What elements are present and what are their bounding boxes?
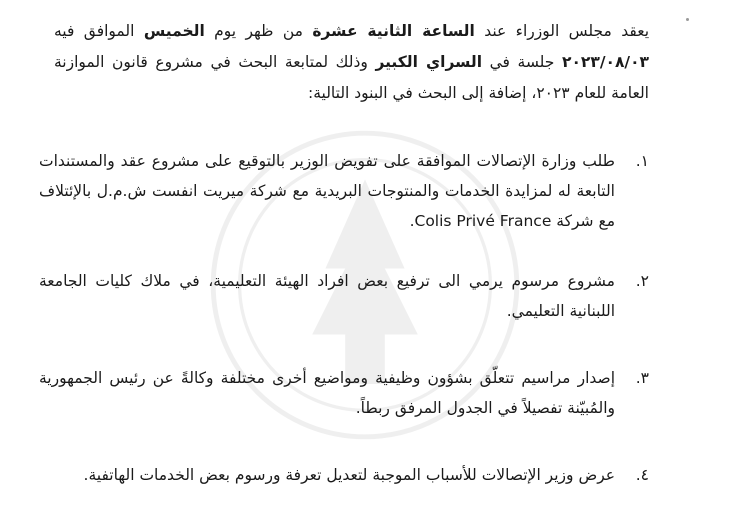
agenda-item-text [39, 146, 615, 236]
agenda-item-text: عرض وزير الإتصالات للأسباب الموجبة لتعديل تعرفة ورسوم بعض الخدمات الهاتفية. [83, 466, 615, 484]
agenda-item-3 [39, 363, 649, 423]
scan-speck [686, 18, 689, 21]
agenda-item-1 [39, 146, 649, 236]
meeting-date: ٢٠٢٣/٠٨/٠٣ [561, 53, 649, 71]
meeting-place: السراي الكبير [375, 53, 483, 71]
company-name-latin: Colis Privé France [414, 212, 552, 230]
agenda-item-1-end: . [409, 212, 415, 230]
intro-text-3: الموافق فيه [54, 22, 144, 40]
agenda-item-text: إصدار مراسيم تتعلّق بشؤون وظيفية ومواضيع أخرى مختلفة وكالةً عن رئيس الجمهورية والمُبيّنة تفصيلاً في الجدول المرفق ربطاً. [39, 369, 615, 417]
intro-text-5: وذلك لمتابعة البحث في مشروع قانون الموازنة العامة للعام ٢٠٢٣، إضافة إلى البحث في البنود التالية: [54, 53, 649, 102]
agenda-item-number: ٤. [635, 466, 649, 484]
agenda-item-2 [39, 266, 649, 326]
agenda-item-number: ١. [635, 152, 649, 170]
meeting-day: الخميس [143, 22, 205, 40]
intro-text-2: من ظهر يوم [204, 22, 313, 40]
agenda-item-4 [39, 460, 649, 490]
agenda-item-number: ٣. [635, 369, 649, 387]
intro-paragraph [54, 16, 649, 109]
agenda-item-1-text: طلب وزارة الإتصالات الموافقة على تفويض الوزير بالتوقيع على مشروع عقد والمستندات التابعة له لمزايدة الخدمات والمنتوجات البريدية مع شركة ميريت انفست ش.م.ل بالإئتلاف مع شركة [39, 152, 615, 230]
meeting-time: الساعة الثانية عشرة [312, 22, 475, 40]
intro-text-1: يعقد مجلس الوزراء عند [474, 22, 650, 40]
agenda-item-number: ٢. [635, 272, 649, 290]
intro-text-4: جلسة في [482, 53, 562, 71]
agenda-item-text: مشروع مرسوم يرمي الى ترفيع بعض افراد الهيئة التعليمية، في ملاك كليات الجامعة اللبنانية التعليمي. [39, 272, 615, 320]
